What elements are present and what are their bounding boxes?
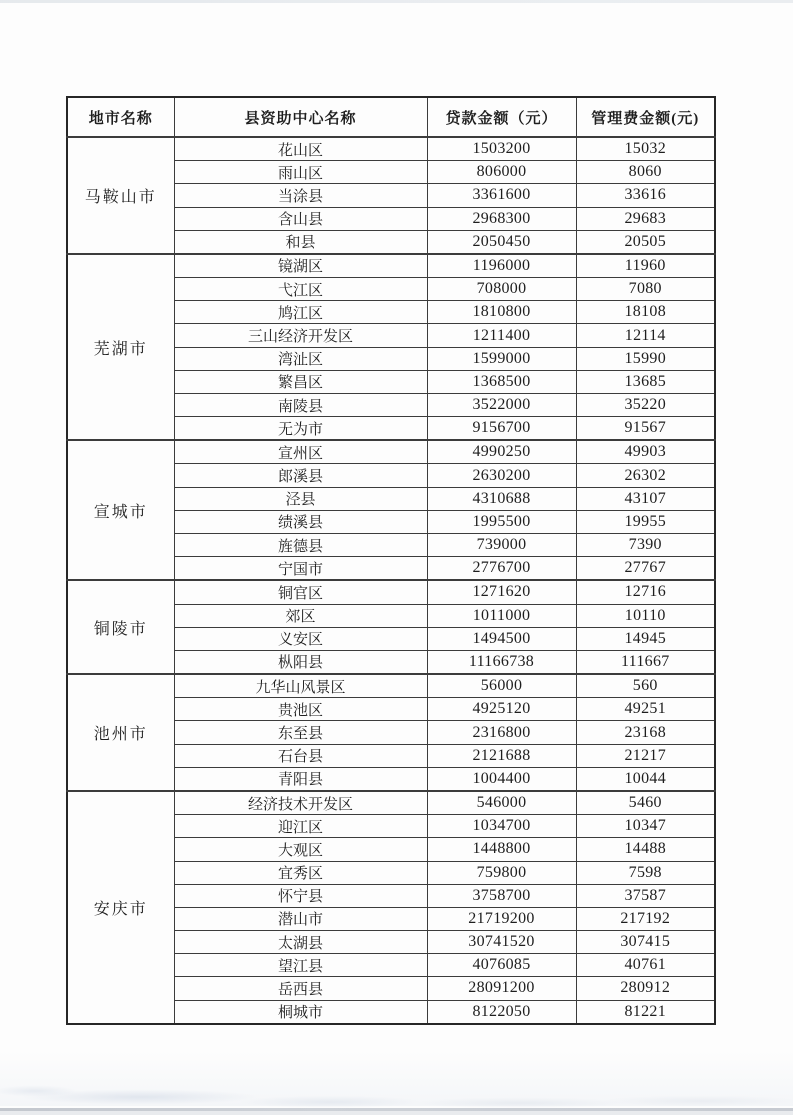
fee-amount-cell: 217192 [576,907,715,930]
fee-amount-cell: 280912 [576,977,715,1000]
fee-amount-cell: 19955 [576,510,715,533]
loan-amount-cell: 2121688 [427,744,576,767]
fee-amount-cell: 20505 [576,230,715,254]
center-name-cell: 铜官区 [174,580,427,604]
table-row [67,254,715,278]
header-loan-amount: 贷款金额（元） [427,97,576,137]
center-name-cell: 桐城市 [174,1000,427,1024]
loan-amount-cell: 1503200 [427,137,576,161]
loan-amount-cell: 30741520 [427,931,576,954]
center-name-cell: 望江县 [174,954,427,977]
center-name-cell: 怀宁县 [174,884,427,907]
center-name-cell: 繁昌区 [174,370,427,393]
table-header [67,97,715,137]
loan-amount-cell: 1810800 [427,301,576,324]
center-name-cell: 东至县 [174,721,427,744]
loan-amount-cell: 1196000 [427,254,576,278]
fee-amount-cell: 26302 [576,464,715,487]
loan-amount-cell: 1034700 [427,815,576,838]
center-name-cell: 贵池区 [174,698,427,721]
header-fee-amount: 管理费金额(元) [576,97,715,137]
fee-amount-cell: 35220 [576,393,715,416]
center-name-cell: 宣州区 [174,440,427,464]
fee-amount-cell: 91567 [576,417,715,441]
fee-amount-cell: 14945 [576,627,715,650]
table-row [67,440,715,464]
loan-amount-cell: 3758700 [427,884,576,907]
center-name-cell: 枞阳县 [174,650,427,674]
center-name-cell: 郎溪县 [174,464,427,487]
fee-amount-cell: 21217 [576,744,715,767]
fee-amount-cell: 14488 [576,838,715,861]
fee-amount-cell: 15032 [576,137,715,161]
table-header-row [67,97,715,137]
center-name-cell: 义安区 [174,627,427,650]
fee-amount-cell: 12716 [576,580,715,604]
fee-amount-cell: 8060 [576,161,715,184]
fee-amount-cell: 49903 [576,440,715,464]
fee-amount-cell: 560 [576,674,715,698]
center-name-cell: 无为市 [174,417,427,441]
fee-amount-cell: 23168 [576,721,715,744]
fee-amount-cell: 18108 [576,301,715,324]
scan-top-edge-artifact [0,0,793,3]
loan-amount-cell: 4076085 [427,954,576,977]
center-name-cell: 岳西县 [174,977,427,1000]
fee-amount-cell: 37587 [576,884,715,907]
center-name-cell: 雨山区 [174,161,427,184]
header-center-name: 县资助中心名称 [174,97,427,137]
fee-amount-cell: 10110 [576,604,715,627]
fee-amount-cell: 33616 [576,184,715,207]
loan-amount-cell: 4310688 [427,487,576,510]
fee-amount-cell: 5460 [576,791,715,815]
loan-amount-cell: 3361600 [427,184,576,207]
center-name-cell: 迎江区 [174,815,427,838]
table-row [67,580,715,604]
fee-amount-cell: 43107 [576,487,715,510]
loan-amount-cell: 2316800 [427,721,576,744]
center-name-cell: 潜山市 [174,907,427,930]
center-name-cell: 南陵县 [174,393,427,416]
scan-bottom-edge-light-strip [0,1111,793,1115]
header-city-name: 地市名称 [67,97,174,137]
table-row [67,674,715,698]
loan-amount-cell: 739000 [427,534,576,557]
fee-amount-cell: 307415 [576,931,715,954]
fee-amount-cell: 7598 [576,861,715,884]
center-name-cell: 宁国市 [174,557,427,581]
center-name-cell: 花山区 [174,137,427,161]
center-name-cell: 宜秀区 [174,861,427,884]
city-name-cell: 安庆市 [67,791,174,1024]
fee-amount-cell: 7390 [576,534,715,557]
center-name-cell: 三山经济开发区 [174,324,427,347]
loan-amount-cell: 2968300 [427,207,576,230]
loan-amount-cell: 546000 [427,791,576,815]
fee-amount-cell: 29683 [576,207,715,230]
loan-amount-cell: 1494500 [427,627,576,650]
fee-amount-cell: 13685 [576,370,715,393]
center-name-cell: 绩溪县 [174,510,427,533]
fee-amount-cell: 15990 [576,347,715,370]
city-name-cell: 铜陵市 [67,580,174,674]
center-name-cell: 和县 [174,230,427,254]
loan-amount-cell: 759800 [427,861,576,884]
table-row [67,137,715,161]
fee-amount-cell: 7080 [576,278,715,301]
loan-amount-cell: 11166738 [427,650,576,674]
center-name-cell: 当涂县 [174,184,427,207]
scan-bottom-blotch-artifact [0,1079,793,1109]
loan-amount-cell: 1011000 [427,604,576,627]
center-name-cell: 经济技术开发区 [174,791,427,815]
fee-amount-cell: 11960 [576,254,715,278]
city-name-cell: 宣城市 [67,440,174,580]
loan-amount-cell: 3522000 [427,393,576,416]
center-name-cell: 青阳县 [174,767,427,791]
loan-amount-cell: 4925120 [427,698,576,721]
loan-amount-cell: 8122050 [427,1000,576,1024]
center-name-cell: 泾县 [174,487,427,510]
table-row [67,791,715,815]
loan-amount-cell: 1599000 [427,347,576,370]
loan-amount-cell: 9156700 [427,417,576,441]
fee-amount-cell: 10347 [576,815,715,838]
loan-amount-cell: 4990250 [427,440,576,464]
fee-amount-cell: 111667 [576,650,715,674]
center-name-cell: 郊区 [174,604,427,627]
center-name-cell: 鸠江区 [174,301,427,324]
center-name-cell: 含山县 [174,207,427,230]
loan-amount-cell: 28091200 [427,977,576,1000]
center-name-cell: 太湖县 [174,931,427,954]
loan-amount-cell: 1448800 [427,838,576,861]
loan-amount-cell: 2050450 [427,230,576,254]
loan-fee-table [66,96,716,1025]
fee-amount-cell: 81221 [576,1000,715,1024]
center-name-cell: 弋江区 [174,278,427,301]
fee-amount-cell: 27767 [576,557,715,581]
loan-amount-cell: 1368500 [427,370,576,393]
fee-amount-cell: 49251 [576,698,715,721]
table-body [67,137,715,1024]
center-name-cell: 石台县 [174,744,427,767]
city-name-cell: 芜湖市 [67,254,174,440]
fee-amount-cell: 40761 [576,954,715,977]
loan-amount-cell: 1271620 [427,580,576,604]
loan-amount-cell: 708000 [427,278,576,301]
loan-amount-cell: 1211400 [427,324,576,347]
city-name-cell: 马鞍山市 [67,137,174,254]
center-name-cell: 九华山风景区 [174,674,427,698]
center-name-cell: 湾沚区 [174,347,427,370]
loan-amount-cell: 2776700 [427,557,576,581]
center-name-cell: 旌德县 [174,534,427,557]
city-name-cell: 池州市 [67,674,174,791]
loan-amount-cell: 1004400 [427,767,576,791]
loan-amount-cell: 2630200 [427,464,576,487]
fee-amount-cell: 10044 [576,767,715,791]
loan-amount-cell: 21719200 [427,907,576,930]
loan-amount-cell: 1995500 [427,510,576,533]
fee-amount-cell: 12114 [576,324,715,347]
loan-amount-cell: 806000 [427,161,576,184]
center-name-cell: 大观区 [174,838,427,861]
center-name-cell: 镜湖区 [174,254,427,278]
loan-amount-cell: 56000 [427,674,576,698]
